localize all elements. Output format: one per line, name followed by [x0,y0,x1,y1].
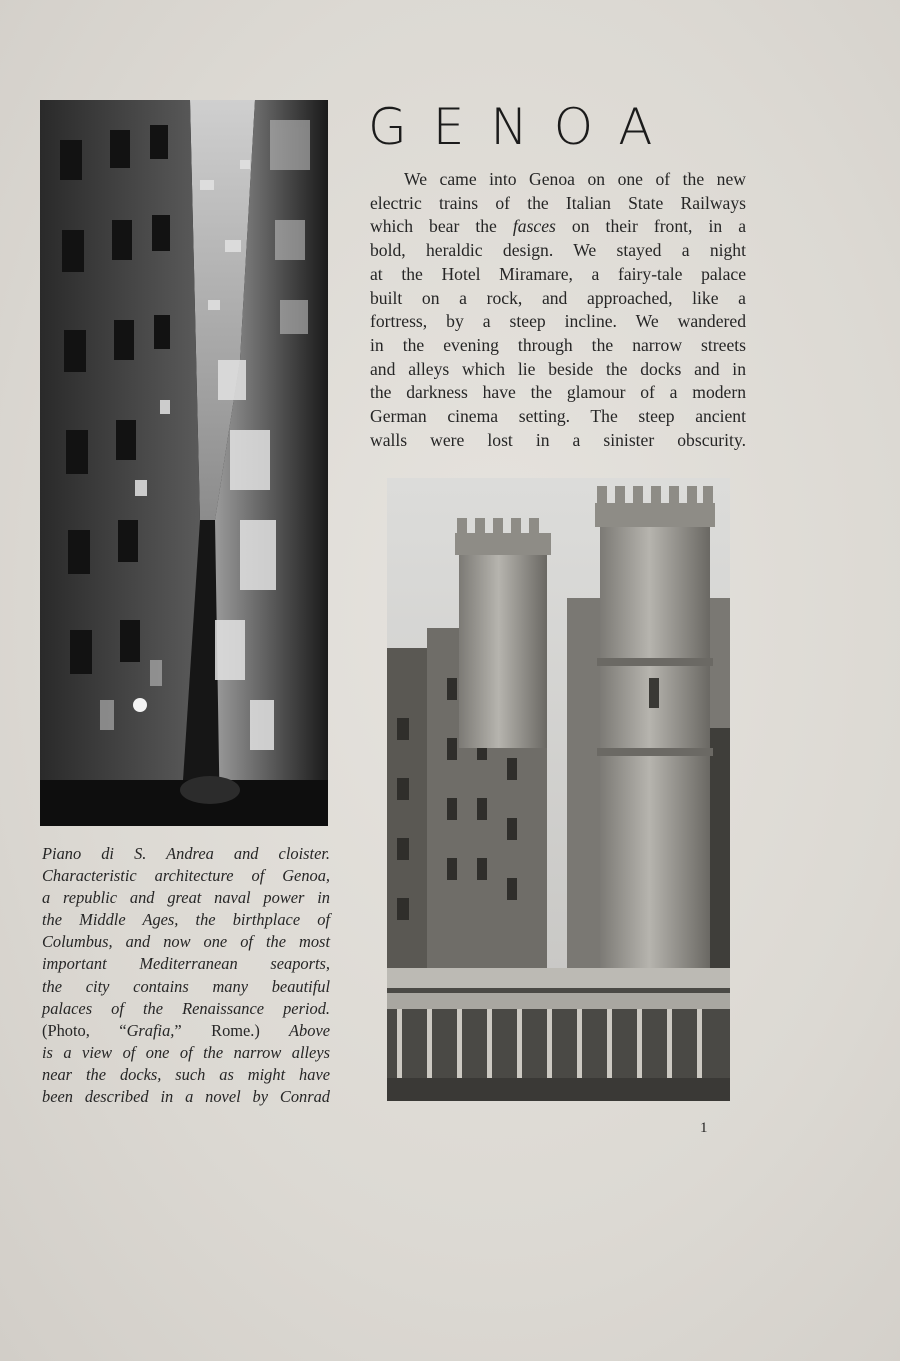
body-line: electric trains of the Italian State Railways [370,192,746,213]
body-line: German cinema setting. The steep ancient [370,406,746,427]
caption-line: been described in a novel by Conrad [42,1087,330,1107]
caption-line: is a view of one of the narrow alleys [42,1042,330,1062]
credit-after: Above [259,1020,330,1040]
caption-line: palaces of the Renaissance period. [42,998,330,1018]
body-line: walls were lost in a sinister obscurity. [370,429,746,450]
body-italic-word: fasces [512,216,556,237]
caption-credit-line [42,1020,330,1042]
caption-line: a republic and great naval power in [42,888,330,908]
body-line: We came into Genoa on one of the new [404,169,746,189]
body-line: at the Hotel Miramare, a fairy-tale palace [370,263,746,284]
towers-photo [387,478,730,1101]
alley-photo [40,100,328,826]
article-body [370,168,746,452]
credit-open: (Photo, “ [42,1020,127,1040]
body-line: in the evening through the narrow streets [370,334,746,355]
caption-line: Characteristic architecture of Genoa, [42,866,330,886]
photo-caption [42,843,330,1108]
caption-line: Columbus, and now one of the most [42,932,330,952]
body-line: bold, heraldic design. We stayed a night [370,240,746,261]
caption-line: important Mediterranean seaports, [42,954,330,974]
body-line: the darkness have the glamour of a modern [370,382,746,403]
caption-line: Piano di S. Andrea and cloister. [42,844,330,863]
body-line-text: which bear the [370,216,513,237]
credit-source: Grafia, [126,1020,175,1040]
caption-line: the Middle Ages, the birthplace of [42,910,330,930]
body-line: fortress, by a steep incline. We wandered [370,311,746,332]
body-line [370,215,746,239]
caption-line: near the docks, such as might have [42,1064,330,1084]
page-number: 1 [700,1120,708,1136]
body-line: and alleys which lie beside the docks and in [370,358,746,379]
article-title: GENOA [368,98,679,156]
caption-line: the city contains many beautiful [42,976,330,996]
body-line: built on a rock, and approached, like a [370,287,746,308]
credit-close: ” Rome.) [174,1020,260,1040]
body-line-text: on their front, in a [555,216,747,237]
